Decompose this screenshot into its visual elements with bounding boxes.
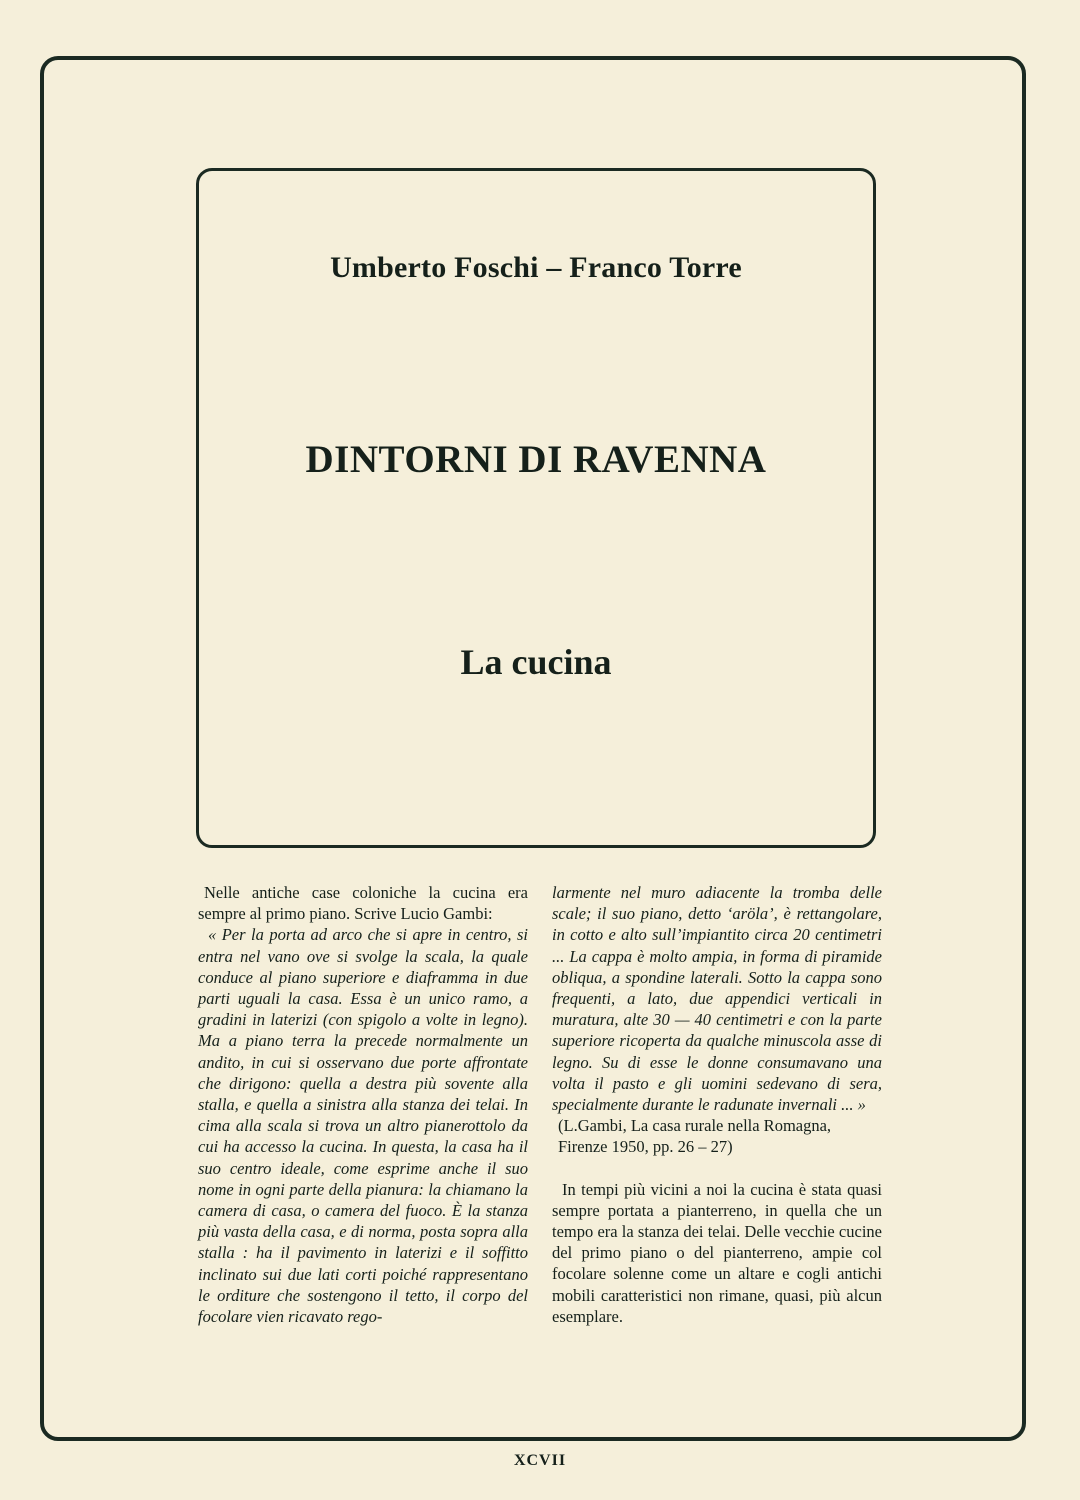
paragraph-gap	[552, 1158, 882, 1179]
text-column-left	[198, 882, 528, 1327]
article-title: DINTORNI DI RAVENNA	[305, 438, 767, 481]
citation: (L.Gambi, La casa rurale nella Romagna, Firenze 1950, pp. 26 – 27)	[558, 1116, 832, 1157]
article-subtitle: La cucina	[460, 642, 612, 682]
intro-paragraph: Nelle antiche case coloniche la cucina era sempre al primo piano. Scrive Lucio Gambi:	[198, 883, 528, 924]
authors: Umberto Foschi – Franco Torre	[330, 251, 742, 284]
quote-paragraph-1: « Per la porta ad arco che si apre in centro, si entra nel vano ove si svolge la scala, la quale conduce al piano superiore e diaframma in due parti uguali la casa. Essa è un unico ramo, a gradini in laterizi (con spigolo a volte in legno). Ma a piano terra la precede normalmente un andito, in cui si osservano due porte affrontate che dirigono: quella a destra più sovente alla stalla, e quella a sinistra alla stanza dei telai. In cima alla scala si trova un altro pianerottolo da cui ha accesso la cucina. In questa, la casa ha il suo centro ideale, come esprime anche il suo nome in ogni parte della pianura: la chiamano la camera di casa, o camera del fuoco. È la stanza più vasta della casa, e di norma, posta sopra alla stalla : ha il pavimento in laterizi e il soffitto inclinato sui due lati corti poiché rappresentano le orditure che sostengono il tetto, il corpo del focolare vien ricavato rego-	[198, 925, 528, 1327]
page-number: XCVII	[513, 1452, 567, 1469]
quote-paragraph-2: larmente nel muro adiacente la tromba delle scale; il suo piano, detto ‘aröla’, è rettangolare, in cotto e alto sull’impiantito circa 20 centimetri ... La cappa è molto ampia, in forma di piramide obliqua, a spondine laterali. Sotto la cappa sono frequenti, a lato, due appendici verticali in muratura, alte 30 — 40 centimetri e con la parte superiore ricoperta da qualche minuscola asse di legno. Su di esse le donne consumavano una volta il pasto e gli uomini sedevano di sera, specialmente durante le radunate invernali ... »	[552, 883, 882, 1115]
title-box	[196, 168, 876, 848]
text-column-right	[552, 882, 882, 1327]
closing-paragraph: In tempi più vicini a noi la cucina è stata quasi sempre portata a pianterreno, in quella che un tempo era la stanza dei telai. Delle vecchie cucine del primo piano o del pianterreno, ampie col focolare solenne come un altare e cogli antichi mobili caratteristici non rimane, quasi, più alcun esemplare.	[552, 1179, 882, 1326]
